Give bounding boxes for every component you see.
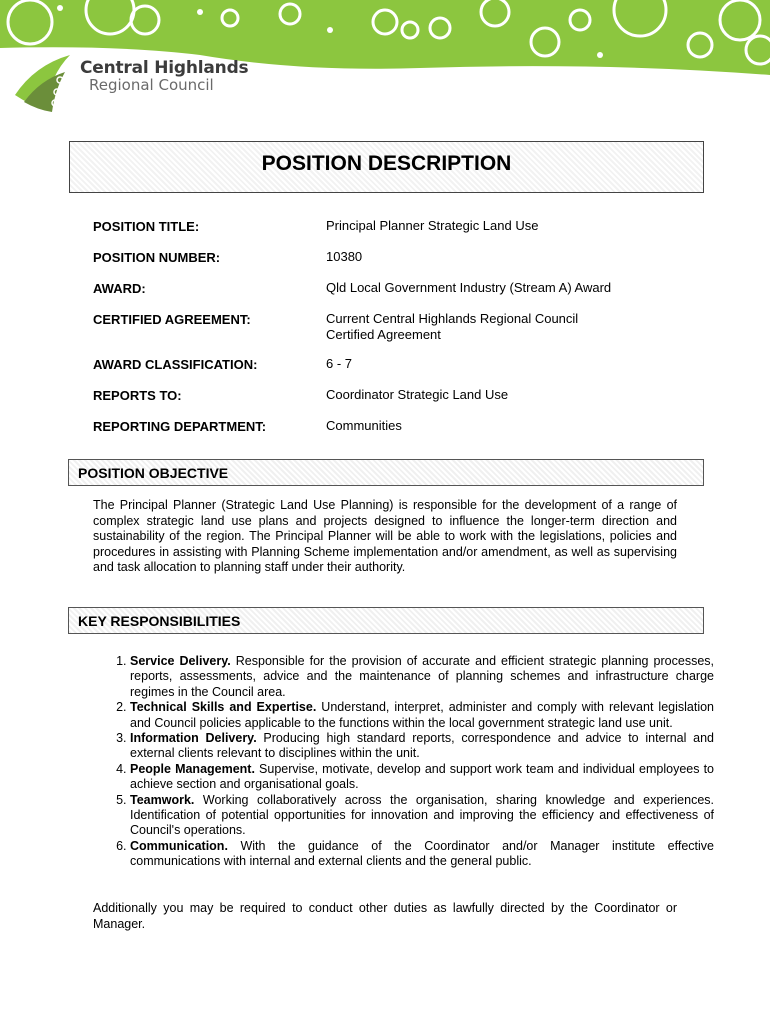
list-item: 6. Communication. With the guidance of the Coordinator and/or Manager institute effective communications with internal and external clients and the general public. (130, 839, 714, 870)
field-value-award-classification: 6 - 7 (326, 356, 353, 371)
document-title: POSITION DESCRIPTION (261, 152, 512, 175)
field-label-award-classification: AWARD CLASSIFICATION: (93, 357, 258, 372)
list-item: 3. Information Delivery. Producing high standard reports, correspondence and advice to internal and external clients relevant to disciplines within the unit. (130, 731, 714, 762)
list-item: 1. Service Delivery. Responsible for the provision of accurate and efficient strategic planning processes, reports, assessments, advice and the maintenance of planning schemes and infrastructure charge regimes in the Council area. (130, 654, 714, 700)
field-label-reporting-department: REPORTING DEPARTMENT: (93, 419, 267, 434)
field-label-certified-agreement: CERTIFIED AGREEMENT: (93, 312, 251, 327)
field-label-position-title: POSITION TITLE: (93, 219, 200, 234)
objective-paragraph: The Principal Planner (Strategic Land Use Planning) is responsible for the development of a range of complex strategic land use plans and projects designed to influence the longer-term direction and sustainability of the region. The Principal Planner will be able to work with the legislations, policies and procedures in assisting with Planning Scheme implementation and/or amendment, as well as supervising and task allocation to planning staff under their authority. (93, 498, 677, 575)
org-name-line2: Regional Council (89, 76, 214, 94)
section-heading-responsibilities-label: KEY RESPONSIBILITIES (78, 613, 241, 629)
field-value-reports-to: Coordinator Strategic Land Use (326, 387, 509, 402)
field-value-position-number: 10380 (326, 249, 363, 264)
field-label-reports-to: REPORTS TO: (93, 388, 182, 403)
closing-paragraph: Additionally you may be required to conduct other duties as lawfully directed by the Coordinator or Manager. (93, 901, 677, 931)
list-item: 4. People Management. Supervise, motivate, develop and support work team and individual employees to achieve section and organisational goals. (130, 762, 714, 793)
list-item: 2. Technical Skills and Expertise. Understand, interpret, administer and comply with relevant legislation and Council policies applicable to the functions within the local government strategic land use unit. (130, 700, 714, 731)
field-label-position-number: POSITION NUMBER: (93, 250, 221, 265)
responsibilities-list (93, 654, 714, 870)
field-value-position-title: Principal Planner Strategic Land Use (326, 218, 539, 233)
section-heading-objective (68, 459, 704, 486)
org-name-line1: Central Highlands (80, 58, 249, 78)
field-label-award: AWARD: (93, 281, 146, 296)
document-title-box (69, 141, 704, 193)
field-value-certified-agreement: Current Central Highlands Regional Council Certified Agreement (326, 311, 579, 342)
section-heading-objective-label: POSITION OBJECTIVE (78, 465, 229, 481)
list-item: 5. Teamwork. Working collaboratively across the organisation, sharing knowledge and experiences. Identification of potential opportunities for innovation and improving the efficiency and effectiveness of Council's operations. (130, 793, 714, 839)
section-heading-responsibilities (68, 607, 704, 634)
field-value-reporting-department: Communities (326, 418, 402, 433)
field-value-award: Qld Local Government Industry (Stream A) Award (326, 280, 612, 295)
